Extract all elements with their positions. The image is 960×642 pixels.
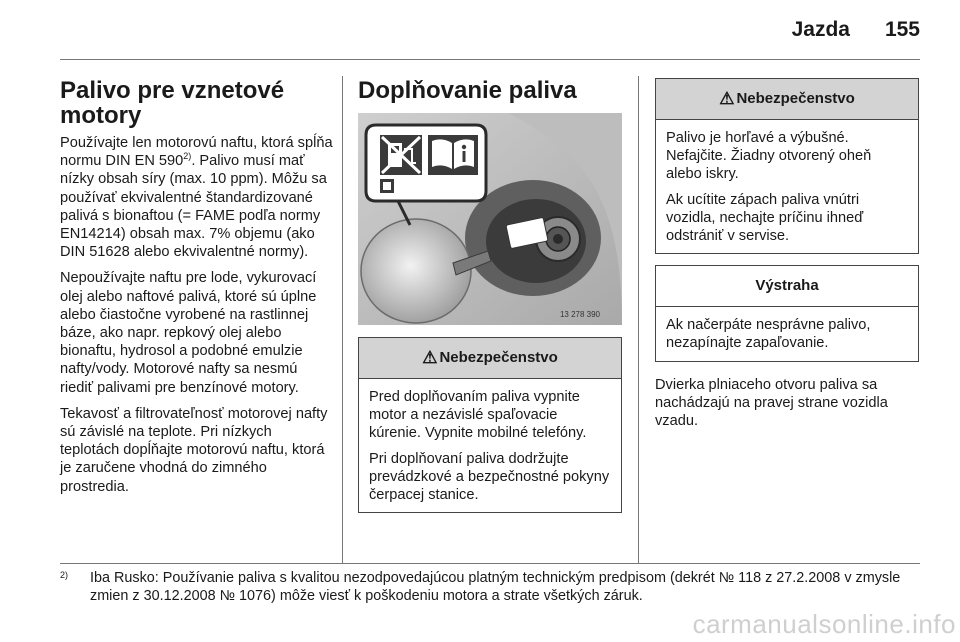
footnote-reference: 2)	[183, 151, 192, 162]
watermark: carmanualsonline.info	[692, 609, 956, 639]
filler-location-note: Dvierka plniaceho otvoru paliva sa nachádzajú na pravej strane vozidla vzadu.	[655, 376, 888, 430]
no-petrol-icon	[380, 135, 422, 175]
fuel-filler-figure	[358, 113, 622, 325]
footnote-text: Iba Rusko: Používanie paliva s kvalitou nezodpovedajúcou platným technickým predpisom (dekrét № 118 z 27.2.2008 v zmysle zmien z 30.12.2008 № 1076) môže viesť k poškodeniu motora a strate všetkých záruk.	[90, 570, 901, 604]
warning-box-refuelling	[358, 337, 622, 513]
page-header	[60, 16, 920, 46]
manual-book-icon	[428, 135, 478, 175]
warning-paragraph-1: Pred doplňovaním paliva vypnite motor a nezávislé spaľovacie kúrenie. Vypnite mobilné telefóny.	[369, 389, 587, 442]
section-title-diesel: Palivo pre vznetové motory	[60, 77, 285, 129]
warning-header	[656, 79, 918, 120]
diesel-paragraph-2: Nepoužívajte naftu pre lode, vykurovací olej alebo naftové palivá, ktoré sú úplne alebo čiastočne vyrobené na rastlinnej báze, ako napr. repkový olej alebo bionaftu, hydrosol a podobné emulzie nafty/vody. Motorové nafty sa nesmú riediť palivami pre benzínové motory.	[60, 270, 317, 396]
warning-triangle-icon: ⚠	[422, 347, 438, 367]
footnote-marker: 2)	[60, 570, 69, 580]
warning-triangle-icon: ⚠	[719, 88, 735, 108]
footnote-divider	[60, 563, 920, 564]
warning-body	[359, 379, 621, 512]
diesel-paragraph-1-text-a: Používajte len motorovú naftu, ktorá spĺňa normu DIN EN 590	[60, 135, 333, 170]
warning-paragraph-2: Pri doplňovaní paliva dodržujte prevádzkové a bezpečnostné pokyny čerpacej stanice.	[369, 450, 610, 504]
middle-column	[358, 78, 622, 513]
warning-box-flammable	[655, 78, 919, 254]
warning-paragraph-1: Palivo je horľavé a výbušné. Nefajčite. Žiadny otvorený oheň alebo iskry.	[666, 130, 872, 183]
warning-title: Nebezpečenstvo	[439, 348, 558, 366]
diesel-paragraph-1	[60, 134, 334, 261]
diesel-paragraph-3: Tekavosť a filtrovateľnosť motorovej nafty sú závislé na teplote. Pri nízkych teplotách dopĺňajte motorovú naftu, ktorá je zaručene vhodná do zimného prostredia.	[60, 405, 328, 495]
footnote	[60, 570, 930, 605]
right-column	[655, 78, 919, 430]
chapter-title: Jazda	[791, 18, 850, 41]
warning-title: Nebezpečenstvo	[736, 89, 855, 107]
caution-header	[656, 266, 918, 307]
caution-box	[655, 265, 919, 361]
header-divider	[60, 59, 920, 60]
diesel-paragraph-1-text-b: . Palivo musí mať nízky obsah síry (max. 10 ppm). Môžu sa používať ekvivalentné štandardizované palivá s bionaftou (= FAME podľa normy EN14214) obsah max. 7% objemu (ako DIN 51628 alebo ekvivalentné normy).	[60, 153, 327, 261]
section-title-refuelling: Doplňovanie paliva	[358, 77, 577, 104]
caution-title: Výstraha	[755, 277, 819, 295]
page-number: 155	[884, 18, 920, 41]
column-divider-1	[342, 76, 343, 564]
fuel-filler-illustration	[358, 113, 622, 325]
figure-code: 13 278 390	[559, 310, 600, 319]
warning-paragraph-2: Ak ucítite zápach paliva vnútri vozidla, nechajte príčinu ihneď odstrániť v servise.	[666, 191, 864, 245]
caution-paragraph-1: Ak načerpáte nesprávne palivo, nezapínajte zapaľovanie.	[666, 317, 871, 352]
caution-body	[656, 307, 918, 360]
column-divider-2	[638, 76, 639, 564]
warning-body	[656, 120, 918, 253]
warning-header	[359, 338, 621, 379]
left-column	[60, 78, 334, 504]
